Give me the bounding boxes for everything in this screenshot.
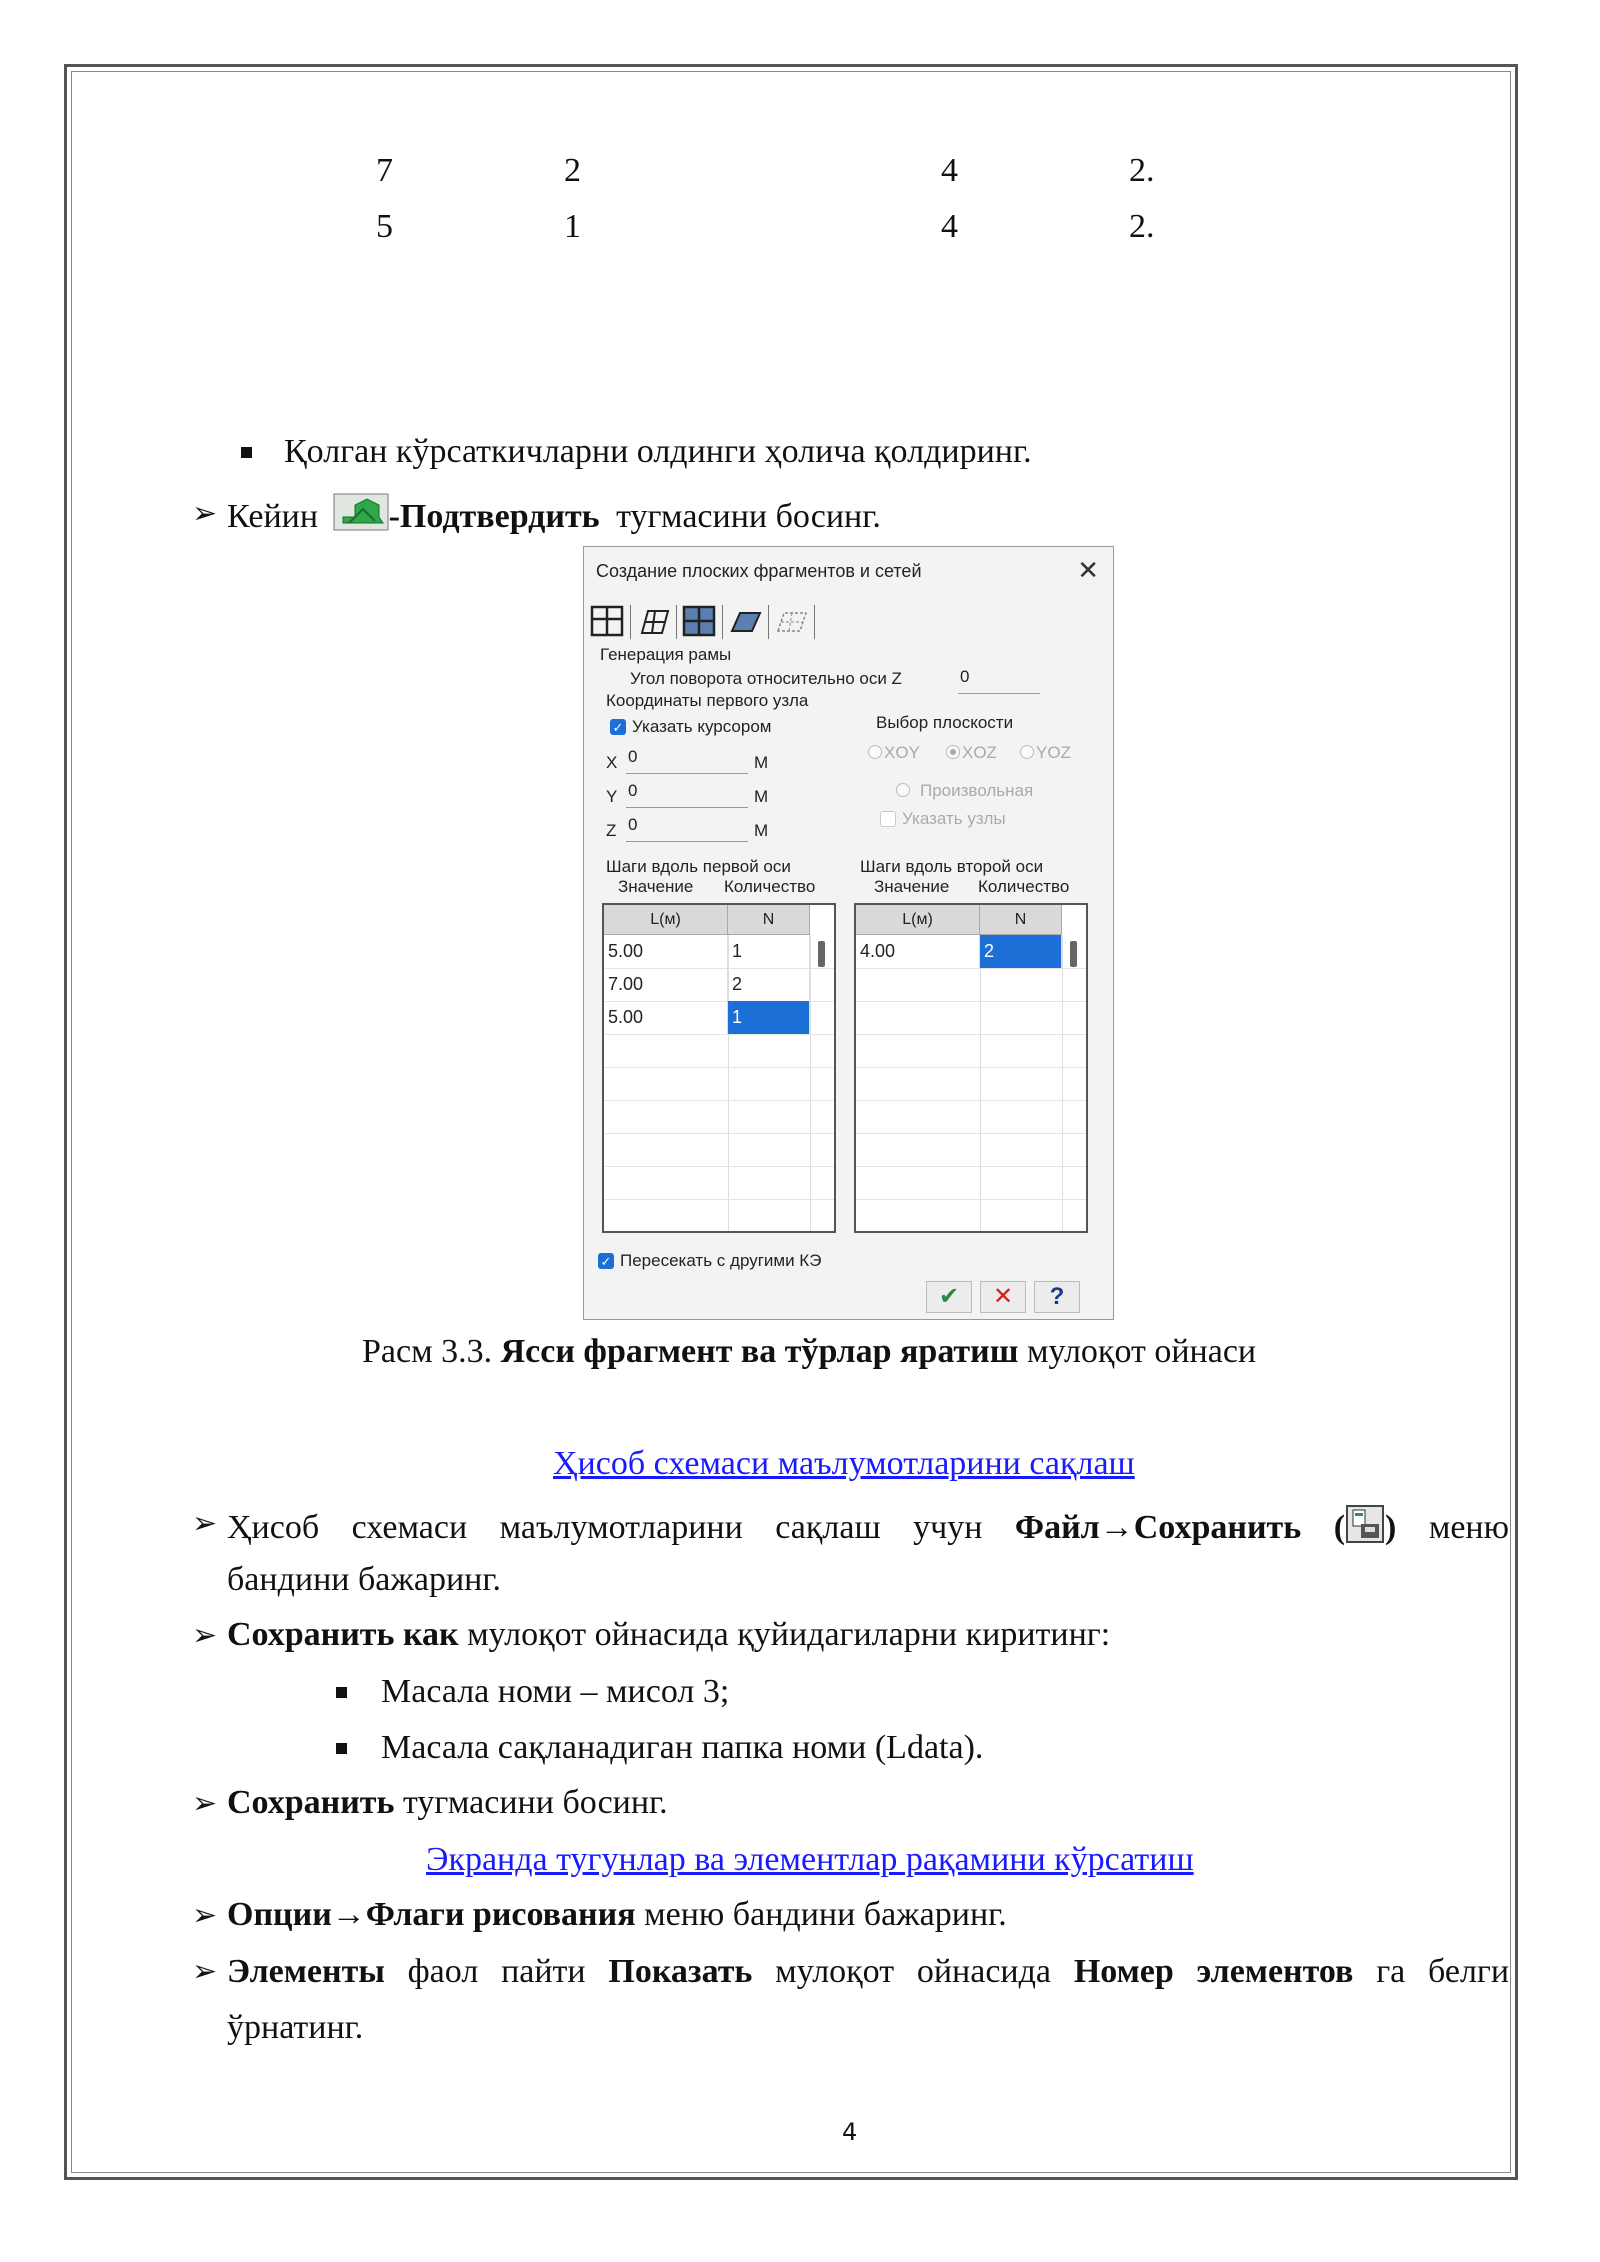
arrow-bullet-icon: ➢ bbox=[192, 1898, 218, 1933]
square-bullet-icon bbox=[336, 1743, 347, 1754]
paragraph: Ҳисоб схемаси маълумотларини сақлаш учун Файл→Сохранить ( ) меню bbox=[227, 1504, 1509, 1548]
close-icon[interactable]: ✕ bbox=[1077, 555, 1099, 585]
ok-button[interactable]: ✔ bbox=[926, 1281, 972, 1313]
table-cell: 7 bbox=[376, 152, 393, 189]
angle-label: Угол поворота относительно оси Z bbox=[630, 669, 902, 688]
dialog-title: Создание плоских фрагментов и сетей bbox=[596, 561, 922, 581]
square-bullet-icon bbox=[241, 447, 252, 458]
grid-scrollbar[interactable] bbox=[1070, 941, 1077, 967]
y-label: Y bbox=[606, 787, 618, 806]
step-text: Кейин bbox=[227, 498, 319, 535]
unit-label: М bbox=[754, 821, 769, 840]
frame-grid-icon[interactable] bbox=[588, 603, 626, 639]
step-line bbox=[227, 493, 881, 537]
grid-header-l: L(м) bbox=[604, 905, 728, 935]
table-cell: 4 bbox=[941, 208, 958, 245]
grid-header-l: L(м) bbox=[856, 905, 980, 935]
pick-nodes-checkbox[interactable] bbox=[880, 811, 896, 827]
paragraph: Опции→Флаги рисования меню бандини бажаринг. bbox=[227, 1896, 1007, 1933]
unit-label: М bbox=[754, 787, 769, 806]
cursor-checkbox[interactable]: ✓ bbox=[610, 719, 626, 735]
grid-cell-l[interactable]: 7.00 bbox=[604, 968, 728, 1001]
arrow-bullet-icon: ➢ bbox=[192, 1506, 218, 1541]
table-cell: 5 bbox=[376, 208, 393, 245]
cursor-label: Указать курсором bbox=[632, 717, 772, 736]
grid-row[interactable] bbox=[856, 935, 1086, 969]
grid-cell-n-selected[interactable]: 2 bbox=[980, 935, 1062, 968]
grid-header-n: N bbox=[728, 905, 810, 935]
radio-xoy[interactable] bbox=[868, 745, 882, 759]
x-label: X bbox=[606, 753, 618, 772]
grid-row[interactable] bbox=[604, 1001, 834, 1035]
heading-link[interactable]: Экранда тугунлар ва элементлар рақамини кўрсатиш bbox=[426, 1841, 1194, 1878]
figure-caption: Расм 3.3. Ясси фрагмент ва тўрлар яратиш мулоқот ойнаси bbox=[362, 1333, 1257, 1370]
steps1-label: Шаги вдоль первой оси bbox=[606, 857, 791, 876]
table-cell: 4 bbox=[941, 152, 958, 189]
radio-arbitrary[interactable] bbox=[896, 783, 910, 797]
grid-row[interactable] bbox=[604, 968, 834, 1002]
bullet-text: Қолган кўрсаткичларни олдинги ҳолича қолдиринг. bbox=[284, 433, 1032, 470]
radio-arbitrary-label: Произвольная bbox=[920, 781, 1034, 800]
intersect-checkbox[interactable]: ✓ bbox=[598, 1253, 614, 1269]
dashed-grid-icon[interactable] bbox=[772, 603, 810, 639]
paragraph-cont: бандини бажаринг. bbox=[227, 1561, 501, 1598]
confirm-label: -Подтвердить bbox=[388, 498, 600, 535]
coords-label: Координаты первого узла bbox=[606, 691, 809, 710]
grid-cell-n-selected[interactable]: 1 bbox=[728, 1001, 810, 1034]
arrow-bullet-icon: ➢ bbox=[192, 496, 218, 531]
steps2-grid[interactable] bbox=[854, 903, 1088, 1233]
radio-yoz-label: YOZ bbox=[1036, 743, 1071, 762]
z-input[interactable]: 0 bbox=[626, 815, 748, 842]
table-cell: 1 bbox=[564, 208, 581, 245]
cancel-button[interactable]: ✕ bbox=[980, 1281, 1026, 1313]
heading-link[interactable]: Ҳисоб схемаси маълумотларини сақлаш bbox=[553, 1445, 1135, 1482]
arrow-bullet-icon: ➢ bbox=[192, 1618, 218, 1653]
paragraph-cont: ўрнатинг. bbox=[227, 2009, 364, 2046]
grid-row[interactable] bbox=[604, 935, 834, 969]
confirm-green-icon bbox=[333, 493, 389, 531]
radio-yoz[interactable] bbox=[1020, 745, 1034, 759]
page-number: 4 bbox=[842, 2118, 858, 2146]
radio-xoy-label: XOY bbox=[884, 743, 920, 762]
radio-xoz-label: XOZ bbox=[962, 743, 997, 762]
table-cell: 2. bbox=[1129, 208, 1155, 245]
arrow-bullet-icon: ➢ bbox=[192, 1786, 218, 1821]
grid-cell-l[interactable]: 5.00 bbox=[604, 1001, 728, 1034]
grid-cell-l[interactable]: 5.00 bbox=[604, 935, 728, 968]
save-icon bbox=[1345, 1504, 1385, 1544]
step-text: тугмасини босинг. bbox=[616, 498, 881, 535]
grid-cell-l[interactable]: 4.00 bbox=[856, 935, 980, 968]
grid-cell-n[interactable]: 2 bbox=[728, 968, 810, 1001]
intersect-label: Пересекать с другими КЭ bbox=[620, 1251, 822, 1270]
y-input[interactable]: 0 bbox=[626, 781, 748, 808]
sub-bullet-text: Масала сақланадиган папка номи (Ldata). bbox=[381, 1729, 984, 1766]
section-heading[interactable] bbox=[426, 1840, 1194, 1880]
help-button[interactable]: ? bbox=[1034, 1281, 1080, 1313]
x-input[interactable]: 0 bbox=[626, 747, 748, 774]
square-bullet-icon bbox=[336, 1687, 347, 1698]
col-value-label: Значение bbox=[618, 877, 694, 896]
table-cell: 2. bbox=[1129, 152, 1155, 189]
oblique-grid-icon[interactable] bbox=[634, 603, 672, 639]
col-count-label: Количество bbox=[724, 877, 816, 896]
create-fragment-dialog bbox=[583, 546, 1114, 1320]
col-value-label: Значение bbox=[874, 877, 950, 896]
steps1-grid[interactable] bbox=[602, 903, 836, 1233]
grid-cell-n[interactable]: 1 bbox=[728, 935, 810, 968]
col-count-label: Количество bbox=[978, 877, 1070, 896]
paragraph: Сохранить как мулоқот ойнасида қуйидагиларни киритинг: bbox=[227, 1616, 1111, 1653]
plane-label: Выбор плоскости bbox=[876, 713, 1014, 732]
section-heading[interactable] bbox=[553, 1444, 1135, 1484]
paragraph: Сохранить тугмасини босинг. bbox=[227, 1784, 668, 1821]
z-label: Z bbox=[606, 821, 617, 840]
paragraph: Элементы фаол пайти Показать мулоқот ойнасида Номер элементов га белги bbox=[227, 1953, 1510, 1990]
steps2-label: Шаги вдоль второй оси bbox=[860, 857, 1044, 876]
sub-bullet-text: Масала номи – мисол 3; bbox=[381, 1673, 730, 1710]
angle-input[interactable]: 0 bbox=[958, 667, 1040, 694]
grid-scrollbar[interactable] bbox=[818, 941, 825, 967]
oblique-plate-icon[interactable] bbox=[726, 603, 764, 639]
unit-label: М bbox=[754, 753, 769, 772]
table-cell: 2 bbox=[564, 152, 581, 189]
arrow-bullet-icon: ➢ bbox=[192, 1954, 218, 1989]
plate-grid-icon[interactable] bbox=[680, 603, 718, 639]
grid-header-n: N bbox=[980, 905, 1062, 935]
pick-nodes-label: Указать узлы bbox=[902, 809, 1006, 828]
section-label: Генерация рамы bbox=[600, 645, 732, 664]
radio-xoz[interactable] bbox=[946, 745, 960, 759]
